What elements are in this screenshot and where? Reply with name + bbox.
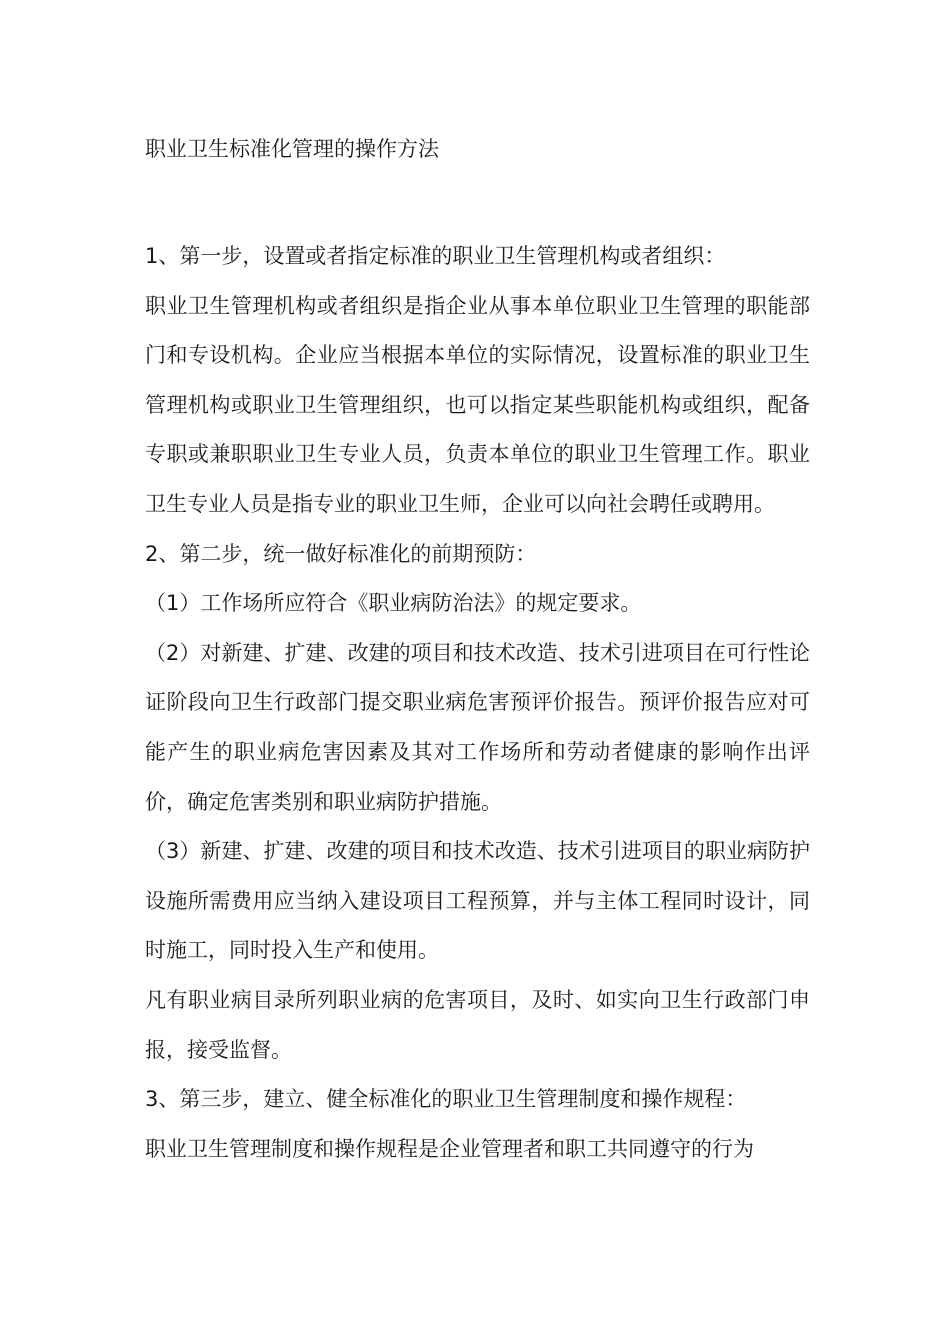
paragraph-step-1-heading: 1、第一步，设置或者指定标准的职业卫生管理机构或者组织： <box>145 244 726 268</box>
paragraph-step-2-heading: 2、第二步，统一做好标准化的前期预防： <box>145 541 537 566</box>
paragraph-declaration: 凡有职业病目录所列职业病的危害项目，及时、如实向卫生行政部门申报，接受监督。 <box>145 987 810 1062</box>
paragraph-step-1-body: 职业卫生管理机构或者组织是指企业从事本单位职业卫生管理的职能部门和专设机构。企业应当根据本单位的实际情况，设置标准的职业卫生管理机构或职业卫生管理组织，也可以指定某些职能机构或组织，配备专职或兼职职业卫生专业人员，负责本单位的职业卫生管理工作。职业卫生专业人员是指专业的职业卫生师，企业可以向社会聘任或聘用。 <box>145 293 810 516</box>
paragraph-item-1: （1）工作场所应符合《职业病防治法》的规定要求。 <box>145 591 642 616</box>
paragraph-item-2: （2）对新建、扩建、改建的项目和技术改造、技术引进项目在可行性论证阶段向卫生行政部门提交职业病危害预评价报告。预评价报告应对可能产生的职业病危害因素及其对工作场所和劳动者健康的影响作出评价，确定危害类别和职业病防护措施。 <box>145 640 810 814</box>
document-body <box>145 132 810 1174</box>
paragraph-item-3: （3）新建、扩建、改建的项目和技术改造、技术引进项目的职业病防护设施所需费用应当纳入建设项目工程预算，并与主体工程同时设计，同时施工，同时投入生产和使用。 <box>145 839 810 963</box>
document-title: 职业卫生标准化管理的操作方法 <box>145 137 439 161</box>
paragraph-step-3-body: 职业卫生管理制度和操作规程是企业管理者和职工共同遵守的行为 <box>145 1136 754 1161</box>
paragraph-step-3-heading: 3、第三步，建立、健全标准化的职业卫生管理制度和操作规程： <box>145 1087 747 1112</box>
